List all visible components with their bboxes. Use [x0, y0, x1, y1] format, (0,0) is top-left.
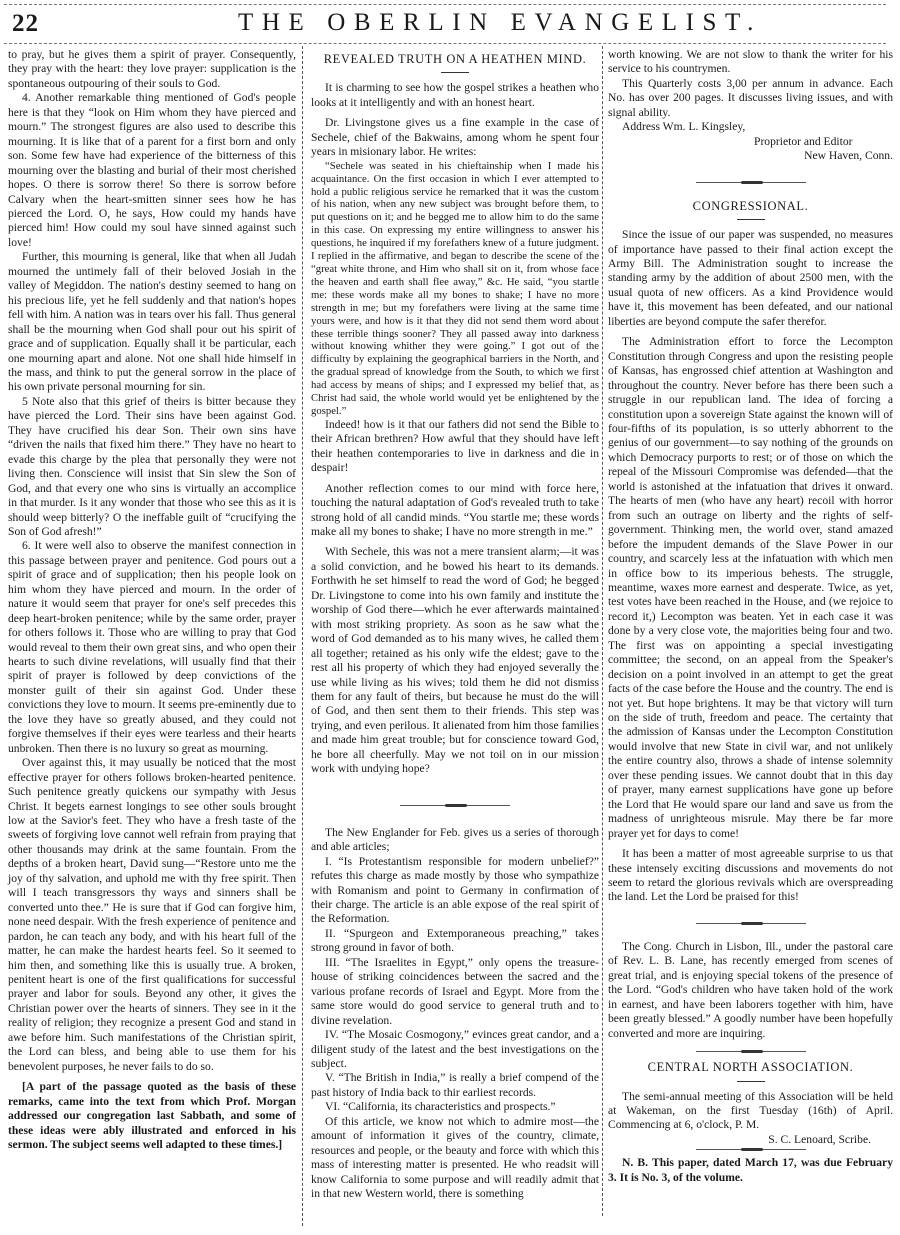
ornamental-divider — [400, 805, 510, 806]
paragraph: With Sechele, this was not a mere transient alarm;—it was a solid conviction, and he bowed his heart to its demands. Forthwith he set himself to read the word of God; he begged Dr. Livingstone to come into his own family and institute the worship of God there—which he ever afterwards maintained with most striking propriety. As soon as he saw what the word of God demanded as to his many wives, he called them all together; retained as his only wife the eldest; gave to the rest all his property of which they had enjoyed severally the use while living as his wives; told them he did not dismiss them for any fault of theirs, but because he must do the will of God, and then sent them to their friends. This step was trying, and even perilous. It alienated from him those families and made him great trouble; but for conscience toward God, he bore all cheerfully. May we not toil on in our mission work with undying hope? — [311, 545, 599, 776]
paragraph: Further, this mourning is general, like that when all Judah mourned the untimely fall of their beloved Josiah in the valley of Megiddon. The nation's destiny seemed to hang on his precious life, yet he fell suddenly and that nation's hopes fell with him. A nation was in tears over his fall. Thus general shall be the mourning when God shall pour out his spirit of grace and of supplication. Equally shall it be particular, each one mourning apart and alone. Not one shall hide himself in the mass, and think to put the general sorrow in the place of his own private personal mourning for sin. — [8, 250, 296, 394]
section-heading: CENTRAL NORTH ASSOCIATION. — [647, 1060, 854, 1075]
column-divider — [302, 46, 303, 1226]
paragraph: The semi-annual meeting of this Association will be held at Wakeman, on the first Tuesday (16th) of April. Commencing at 6, o'clock, P. M. — [608, 1089, 893, 1132]
paragraph: I. “Is Protestantism responsible for modern unbelief?” refutes this charge as made mostly by those who sympathize with Romanism and point to Germany in confirmation of their charge. The article is an able expose of the real spirit of the Reformation. — [311, 854, 599, 926]
paragraph: This Quarterly costs 3,00 per annum in advance. Each No. has over 200 pages. It discusses living issues, and with signal ability. — [608, 76, 893, 119]
paragraph: 4. Another remarkable thing mentioned of God's people here is that they “look on Him whom they have pierced and mourn.” The strongest figures are also used to describe this mourning. It is like that of a parent for a first born and only son. Some few have had experience of the bitterness of this mourning over the blasting and burial of their most cherished hopes. O there is sorrow there! So there is sorrow before Calvary when the heart-smitten sinner sees how he has pierced the Lord. O, he says, How could my hands have pierced him! How could my soul have sinned against such love! — [8, 91, 296, 249]
column-divider — [602, 46, 603, 1216]
ornamental-divider — [696, 182, 806, 183]
paragraph: V. “The British in India,” is really a brief compend of the past history of India back to thir earliest records. — [311, 1071, 599, 1099]
livingstone-quote: “Sechele was seated in his chieftainship when I made his acquaintance. On the first occasion in which I ever attempted to hold a public religious service he remarked that it was the custom of his nation, when any new subject was brought before them, to put questions on it; and he begged me to allow him to do the same in this case. On expressing my entire willingness to answer his questions, he inquired if my forefathers knew of a future judgment. I replied in the affirmative, and began to describe the scene of the “great white throne, and Him who shall sit on it, from whose face the heaven and earth shall flee away,” &c. He said, “you startle me: these words make all my bones to shake; I have no more strength in me; but my forefathers were living at the same time yours were, and how is it that they did not send them word about these terrible things sooner? They all passed away into darkness without knowing whither they were going.” I got out of the difficulty by explaining the geographical barriers in the North, and the gradual spread of knowledge from the South, to which we first had access by means of ships; and I expressed my belief that, as Christ had said, the whole world would yet be enlightened by the gospel.” — [311, 159, 599, 417]
paragraph: worth knowing. We are not slow to thank the writer for his service to his countrymen. — [608, 48, 893, 76]
paragraph: The New Englander for Feb. gives us a series of thorough and able articles; — [311, 825, 599, 854]
paragraph: IV. “The Mosaic Cosmogony,” evinces great candor, and a diligent study of the latest and the best investigations on the subject. — [311, 1028, 599, 1070]
paragraph: It has been a matter of most agreeable surprise to us that these intensely exciting discussions and movements do not seem to retard the glorious revivals which are overspreading the land. Let the Lord be praised for this! — [608, 847, 893, 904]
ornamental-divider — [696, 923, 806, 924]
signature-place: New Haven, Conn. — [804, 149, 893, 163]
column-1 — [8, 48, 296, 1152]
paragraph: Dr. Livingstone gives us a fine example in the case of Sechele, chief of the Bakwains, among whom he spent four years in misionary labor. He writes: — [311, 116, 599, 159]
paragraph: The Cong. Church in Lisbon, Ill., under the pastoral care of Rev. L. B. Lane, has recently emerged from scenes of great trial, and is enjoying special tokens of the presence of the Lord. “God's children who have taken hold of the work in earnest, and have been laborers together with him, have been greatly blessed.” A goodly number have been hopefully converted and more are inquiring. — [608, 939, 893, 1040]
paragraph: VI. “California, its characteristics and prospects.” — [325, 1100, 556, 1114]
paragraph: Of this article, we know not which to admire most—the amount of information it gives of the country, climate, resources and people, or the beauty and force with which this mass of interesting matter is presented. He who readsit will know California to some purpose and will readily admit that in that new Western world, there is something — [311, 1114, 599, 1201]
column-3 — [608, 48, 893, 1185]
masthead-title: THE OBERLIN EVANGELIST. — [238, 9, 762, 36]
signature: S. C. Lenoard, Scribe. — [768, 1132, 871, 1146]
paragraph: The Administration effort to force the Lecompton Constitution through Congress and upon the resisting people of Kansas, has engrossed chief attention at Washington and throughout the country. Never before has there been such a struggle in our republican land. The idea of forcing a constitution upon a sovereign State against the known will of four-fifths of its population, is so utterly abhorrent to the genius of our government—to say nothing of the grounds on which Democracy purports to rest; or of those on which the repeal of the Missouri Compromise was defended—that the world is astonished at the infatuation that drives it onward. The hearts of men (who have any heart) recoil with horror from such an outrage on liberty and the rights of self-government. Thinking men, the world over, stand amazed before the impudent demands of the Slave Power in our country, and scarcely less at the infatuation with which men in office bow to its imperious behests. The struggle, meantime, waxes more earnest and desperate. Twice, as yet, test votes have been reached in the House, and (we rejoice to record it,) Lecompton was beaten. Yet in each case it was done by a very close vote, the majorities being four and two. The first was on appointing a special investigating committee; the second, on an appeal from the Speaker's decision on a point involved in an attempt to get the great facts of the case before the House and the country. The end is not yet. But hope brightens. It may be that victory will turn on the side of truth, freedom and peace. The certainty that the admission of Kansas under the Lecompton Constitution would involve that new State in civil war, and not unlikely the entire country also, throws a shade of intense solemnity over these pending issues. We cannot doubt that in this day of prayer, many earnest supplications have gone up before the Lord that He would spare our land and save us from the madness of unrighteous misrule. May there be far more prayer yet for days to come! — [608, 335, 893, 840]
heading-rule — [737, 219, 765, 220]
paragraph: III. “The Israelites in Egypt,” only opens the treasure-house of striking coincidences between the sacred and the various profane records of Israel and Egypt. More from the same store would do good service to general truth and to divine revelation. — [311, 955, 599, 1027]
paragraph: II. “Spurgeon and Extemporaneous preaching,” takes strong ground in favor of both. — [311, 926, 599, 955]
publication-note: N. B. This paper, dated March 17, was due February 3. It is No. 3, of the volume. — [608, 1156, 893, 1184]
paragraph: It is charming to see how the gospel strikes a heathen who looks at it intelligently and with an honest heart. — [311, 81, 599, 109]
paragraph: to pray, but he gives them a spirit of prayer. Consequently, they pray with the heart: they love prayer: supplication is the spontaneous outpouring of their souls to God. — [8, 48, 296, 90]
paragraph: Since the issue of our paper was suspended, no measures of importance have passed to their final action except the Army Bill. The Administration sought to increase the standing army by the addition of about 2500 men, with the usual quota of new officers. As a kind Providence would have it, this movement has been defeated, and our national liberties are beyond compute the safer therefor. — [608, 228, 893, 328]
heading-rule — [737, 1081, 765, 1082]
article-heading: REVEALED TRUTH ON A HEATHEN MIND. — [323, 52, 587, 66]
address-line: Address Wm. L. Kingsley, — [622, 120, 746, 134]
paragraph: Another reflection comes to our mind with force here, touching the natural adaptation of God's revealed truth to take strong hold of all candid minds. “You startle me; these words make all my bones to shake; I have no more strength in me.” — [311, 481, 599, 539]
paragraph: Over against this, it may usually be noticed that the most effective prayer for others follows broken-hearted penitence. Such penitence greatly quickens our sympathy with Jesus Christ. It begets earnest longings to see other souls brought low at the Savior's feet. They who have a fresh taste of the sweets of forgiving love cannot well refrain from praying that other thousands may drink at the same fountain. From the depths of a broken heart, David sung—“Restore unto me the joy of thy salvation, and uphold me with thy free spirit. Then will I teach transgressors thy ways and sinners shall be converted unto thee.” He is sure that if God can forgive him, none need despair. With the fresh experience of penitence and pardon, he can teach any body, and with his heart full of the matter, he can make the hardest hearts feel. So it seemed to him then, and something like this is usually true. A broken, penitent heart is one of the first qualifications for successful prayer and labor for souls. Beyond any other, it gives the Christian power over the hearts of sinners. They see in it the reality of religion; they recognize a present God and stand in awe before him. Such manifestations of the Christian spirit, the Lord can bless, and being able to use them for his benevolent purposes, he never fails to do so. — [8, 756, 296, 1073]
signature-title: Proprietor and Editor — [754, 134, 853, 148]
paragraph: Indeed! how is it that our fathers did not send the Bible to their African brethren? How awful that they should have left their heathen contemporaries to live in darkness and die in despair! — [311, 417, 599, 475]
ornamental-divider — [696, 1051, 806, 1052]
column-2 — [311, 48, 599, 1202]
masthead-rule — [4, 43, 886, 44]
ornamental-divider — [696, 1149, 806, 1150]
editor-note: [A part of the passage quoted as the basis of these remarks, came into the text from which Prof. Morgan addressed our congregation last Sabbath, and some of these ideas were ably illustrated and enforced in his sermon. The subject seems well adapted to these times.] — [8, 1080, 296, 1151]
paragraph: 6. It were well also to observe the manifest connection in this passage between prayer and penitence. God pours out a spirit of grace and of supplication; then his people look on him whom they have pierced and mourn. In the order of nature it would seem that prayer for one's self precedes this deep heart-broken penitence; while by the same order, prayer for others follows it. Those who are willing to pray that God would reveal to them their own great sins, and who open their hearts to such divine revelations, will usually find that their spirit of prayer is followed by deep convictions of the monster guilt of their sin against God. Under these convictions they love to mourn. It seems pre-eminently due to the love they have so greatly abused, and they could not forgive themselves if their eyes were tearless and their hearts unbroken. Then there is no luxury so great as mourning. — [8, 539, 296, 755]
heading-rule — [441, 72, 469, 73]
paragraph: 5 Note also that this grief of theirs is bitter because they have pierced the Lord. Their sins have been against God. They have crucified his dear Son. Their own sins have “driven the nails that fixed him there.” They have no heart to evade this charge by the plea that personally they were not living then. Conscience will insist that Sin slew the Son of God, and that every one who sins is virtually an accomplice in that murder. Is it any wonder that those who see this as it is should weep bitterly? O the ineffable guilt of “crucifying the Son of God afresh!” — [8, 394, 296, 538]
page-number: 22 — [12, 10, 39, 37]
section-heading: CONGRESSIONAL. — [692, 198, 809, 213]
top-rule — [4, 4, 886, 5]
